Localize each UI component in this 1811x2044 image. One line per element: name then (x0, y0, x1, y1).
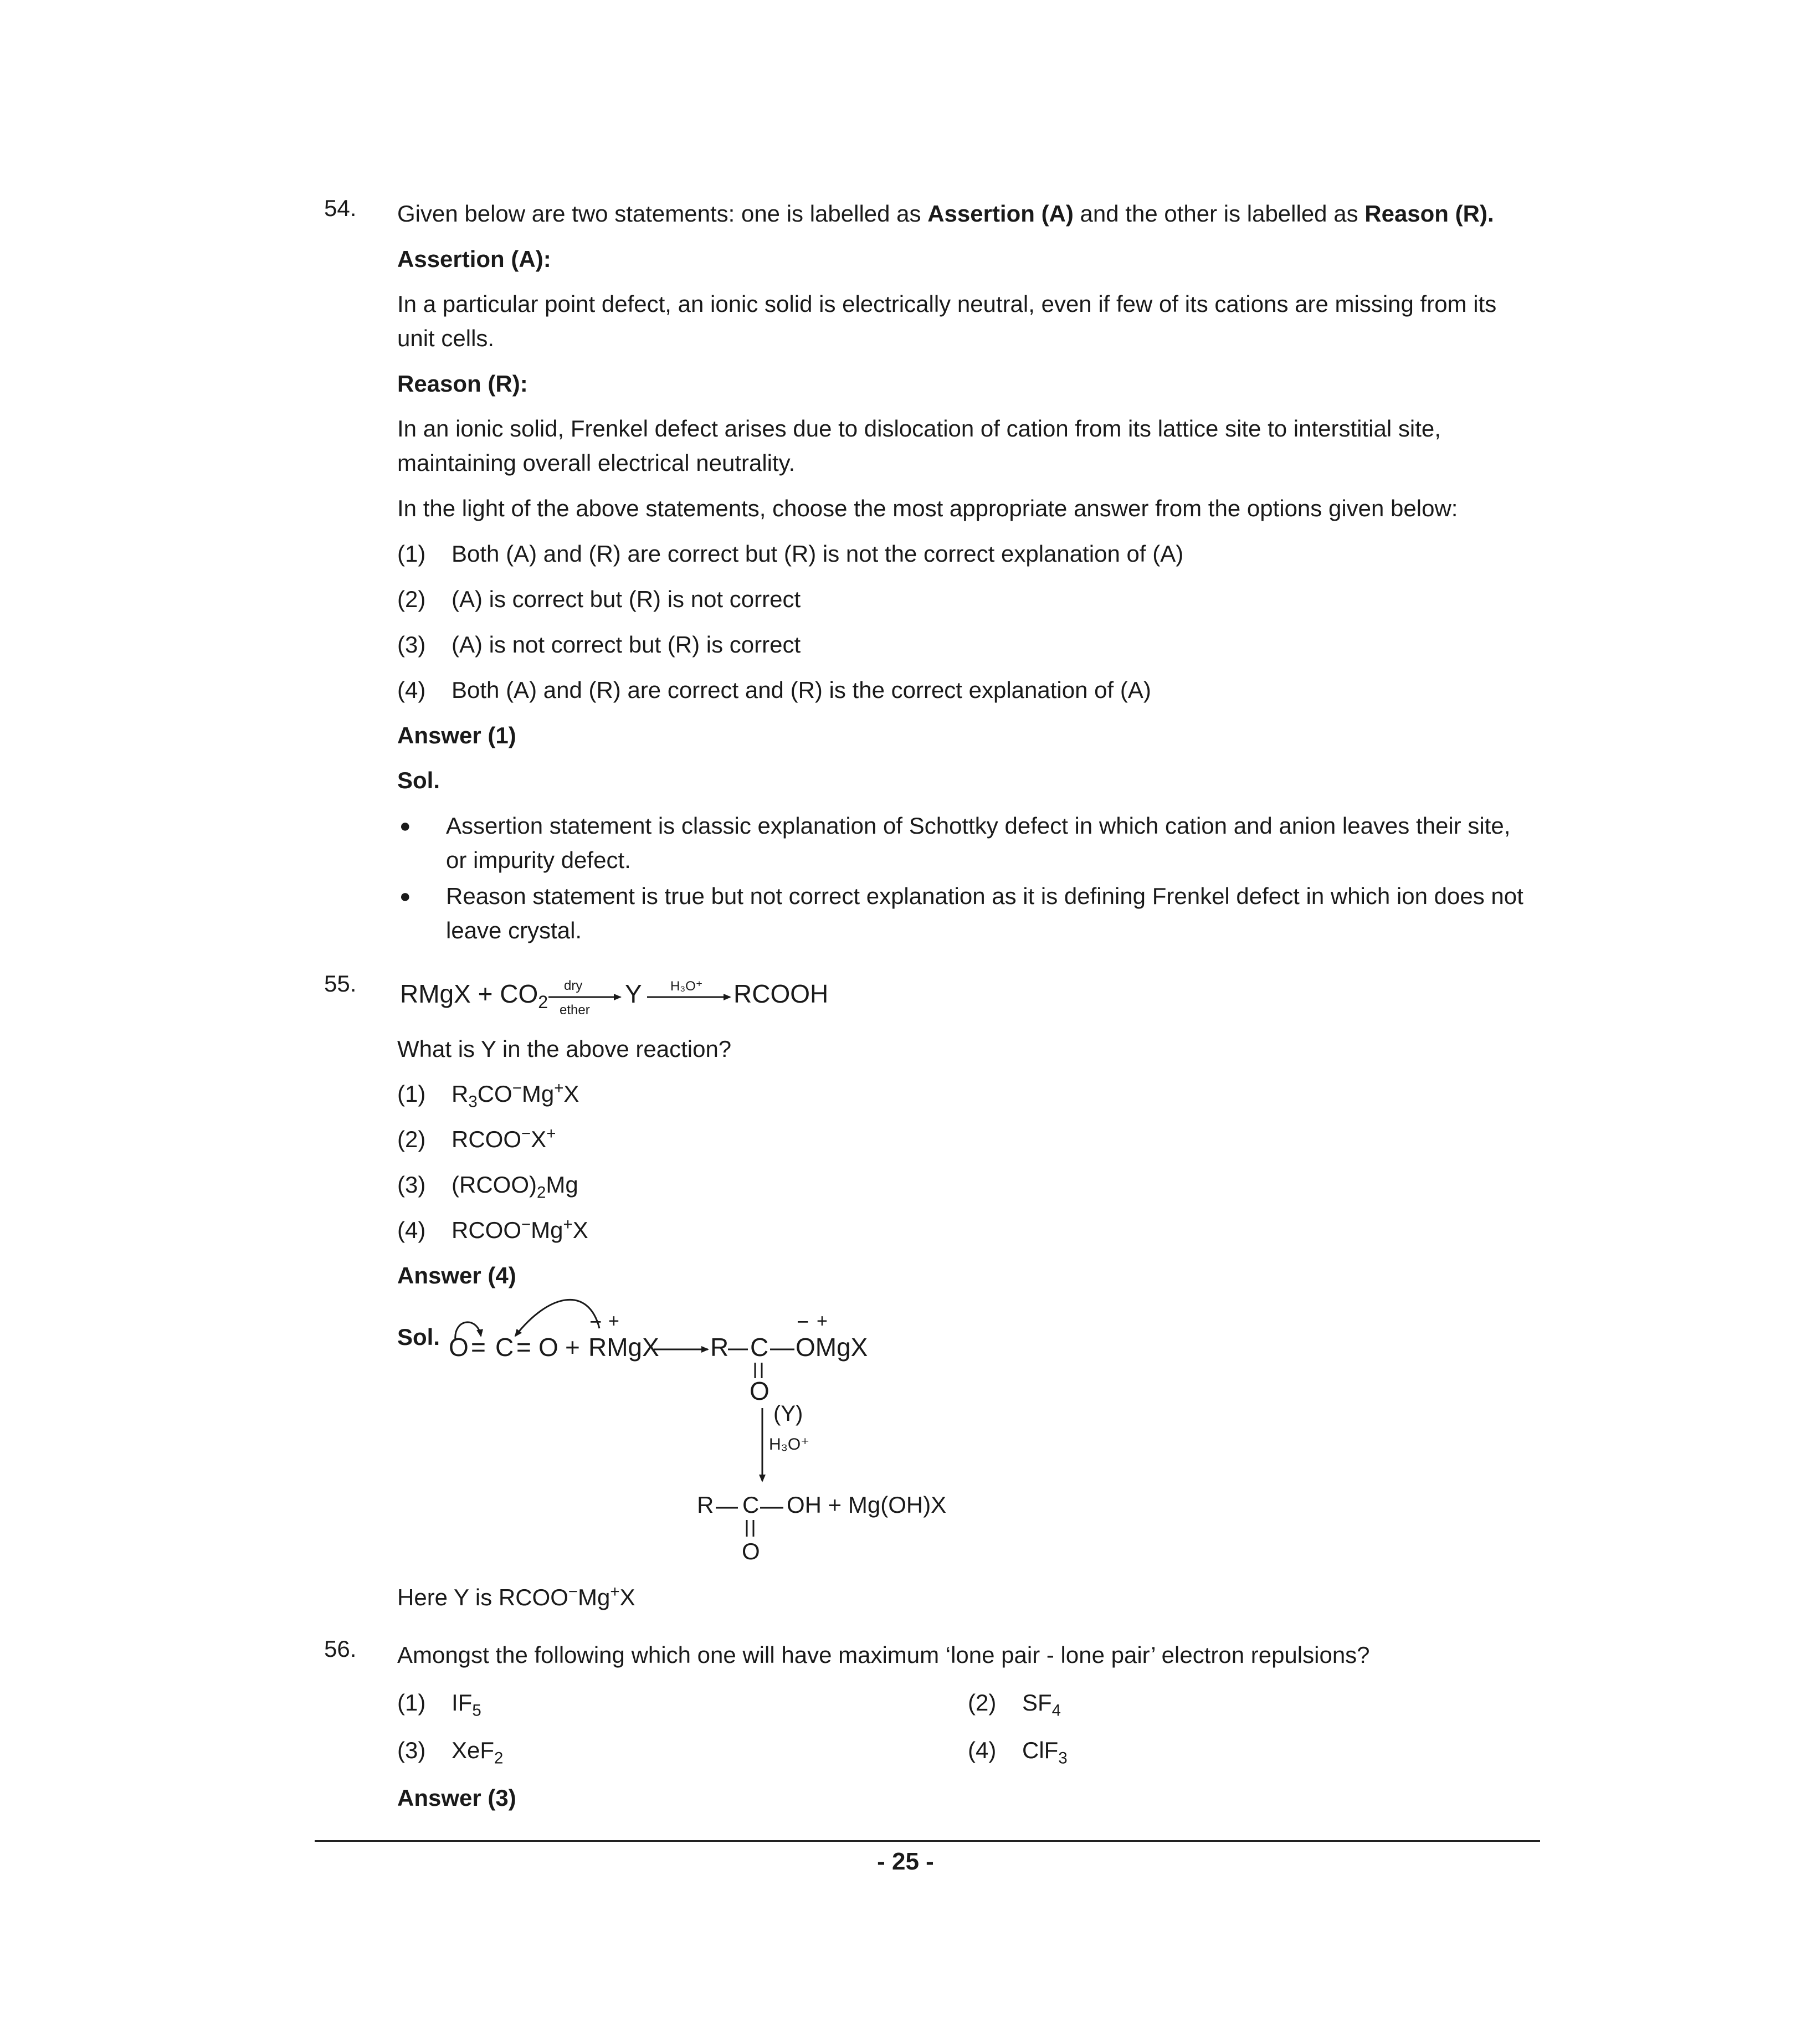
co2-subscript: 2 (538, 992, 548, 1013)
option-text: Mg (546, 1172, 578, 1198)
conclusion-text: Mg (578, 1584, 610, 1610)
q54-reason-heading: Reason (R): (397, 371, 528, 397)
page-number: - 25 - (877, 1848, 934, 1875)
q54-prompt: In the light of the above statements, choose the most appropriate answer from the options given below: (397, 495, 1458, 521)
q55-answer: Answer (4) (397, 1262, 516, 1288)
option-sub: 4 (1051, 1701, 1061, 1720)
curly-arrow (455, 1322, 481, 1341)
q54-answer: Answer (1) (397, 722, 516, 748)
mech-y-label: (Y) (773, 1401, 803, 1426)
option-sub: 5 (472, 1701, 481, 1720)
bullet-text: Reason statement is true but not correct explanation as it is defining Frenkel defect in which ion does not leave crystal. (446, 883, 1523, 943)
q55-number: 55. (324, 970, 357, 997)
q55-question: What is Y in the above reaction? (397, 1036, 732, 1062)
mech-r2: R (697, 1492, 714, 1518)
option-number: (1) (397, 541, 426, 567)
option-text: (A) is correct but (R) is not correct (452, 586, 801, 612)
conclusion-sup: + (610, 1583, 620, 1601)
q55-sol-label: Sol. (397, 1324, 440, 1350)
option-text: X (531, 1126, 547, 1152)
conclusion-text: Here Y is RCOO (397, 1584, 568, 1610)
option-text: XeF (452, 1737, 495, 1763)
mech-omgx: OMgX (796, 1333, 868, 1362)
option-text: RCOO (452, 1126, 521, 1152)
option-text: SF (1022, 1689, 1052, 1716)
conclusion-text: X (619, 1584, 635, 1610)
conclusion-sup: − (568, 1583, 578, 1601)
reaction-product: RCOOH (733, 979, 829, 1008)
q56-answer: Answer (3) (397, 1785, 516, 1811)
option-sup: − (521, 1124, 531, 1143)
mech-r: R (710, 1333, 729, 1362)
option-text: (RCOO) (452, 1172, 537, 1198)
option-number: (1) (397, 1689, 426, 1716)
reagent-ether: ether (560, 1003, 590, 1018)
mech-c2: C (750, 1333, 769, 1362)
mech-o1: O (449, 1333, 469, 1362)
reagent-dry: dry (564, 978, 583, 993)
bullet-text: Assertion statement is classic explanation of Schottky defect in which cation and anion leaves their site, or impurity defect. (446, 813, 1511, 873)
q54-intro-reason: Reason (R). (1364, 201, 1494, 227)
option-number: (4) (968, 1737, 997, 1763)
option-text: Both (A) and (R) are correct but (R) is not the correct explanation of (A) (452, 541, 1184, 567)
option-text: Mg (531, 1217, 563, 1243)
option-text: R (452, 1081, 469, 1107)
reaction-y: Y (625, 979, 642, 1008)
option-text: RCOO (452, 1217, 521, 1243)
mech-double-bond: = (471, 1333, 486, 1362)
option-sub: 3 (1058, 1749, 1068, 1768)
option-number: (3) (397, 1737, 426, 1763)
q54-sol-label: Sol. (397, 767, 440, 793)
option-number: (2) (397, 1126, 426, 1152)
q56-question: Amongst the following which one will have maximum ‘lone pair - lone pair’ electron repulsions? (397, 1642, 1370, 1668)
q54-assertion-heading: Assertion (A): (397, 246, 551, 272)
option-number: (2) (397, 586, 426, 612)
option-sup: + (554, 1079, 564, 1097)
mech-double-bond: = (516, 1333, 531, 1362)
reagent-h3o: H₃O⁺ (670, 979, 703, 994)
bullet-icon: ● (399, 886, 411, 907)
option-text: X (563, 1081, 579, 1107)
q54-intro-text: Given below are two statements: one is labelled as (397, 201, 928, 227)
mech-carbonyl-o: O (742, 1538, 760, 1564)
option-text: IF (452, 1689, 473, 1716)
option-sup: − (512, 1079, 522, 1097)
mech-h3o-label: H₃O⁺ (769, 1435, 810, 1454)
option-sup: + (563, 1215, 573, 1234)
q54-intro-mid: and the other is labelled as (1073, 201, 1365, 227)
option-text: CO (477, 1081, 512, 1107)
option-sub: 3 (468, 1092, 478, 1111)
option-number: (4) (397, 1217, 426, 1243)
q56-number: 56. (324, 1636, 357, 1662)
bullet-icon: ● (399, 815, 411, 836)
option-number: (2) (968, 1689, 997, 1716)
mech-charge-minus: − (797, 1311, 809, 1334)
mech-c1: C (495, 1333, 514, 1362)
option-number: (1) (397, 1081, 426, 1107)
mech-oh-products: OH + Mg(OH)X (787, 1492, 947, 1518)
option-text: X (572, 1217, 588, 1243)
mech-o2: O (538, 1333, 558, 1362)
mech-c3: C (742, 1492, 760, 1518)
option-text: ClF (1022, 1737, 1059, 1763)
mech-charge-plus: + (817, 1311, 828, 1332)
q54-number: 54. (324, 195, 357, 221)
option-text: Both (A) and (R) are correct and (R) is the correct explanation of (A) (452, 677, 1151, 703)
q54-assertion-text: In a particular point defect, an ionic solid is electrically neutral, even if few of its cations are missing from its unit cells. (397, 291, 1497, 351)
mech-charge-minus: − (589, 1311, 602, 1334)
option-number: (3) (397, 1172, 426, 1198)
mech-plus: + (565, 1333, 580, 1362)
reactants-text: RMgX + CO (400, 979, 538, 1008)
option-sub: 2 (494, 1749, 504, 1768)
option-sub: 2 (536, 1183, 546, 1202)
option-sup: − (521, 1215, 531, 1234)
mech-rmgx: RMgX (588, 1333, 659, 1362)
option-number: (3) (397, 631, 426, 658)
q54-intro-assertion: Assertion (A) (927, 201, 1074, 227)
option-text: (A) is not correct but (R) is correct (452, 631, 801, 658)
option-number: (4) (397, 677, 426, 703)
mech-carbonyl-o: O (750, 1377, 769, 1405)
curly-arrow (515, 1300, 599, 1336)
option-sup: + (546, 1124, 556, 1143)
q54-reason-text: In an ionic solid, Frenkel defect arises due to dislocation of cation from its lattice site to interstitial site, maintaining overall electrical neutrality. (397, 415, 1441, 476)
mech-charge-plus: + (608, 1311, 619, 1332)
option-text: Mg (521, 1081, 555, 1107)
